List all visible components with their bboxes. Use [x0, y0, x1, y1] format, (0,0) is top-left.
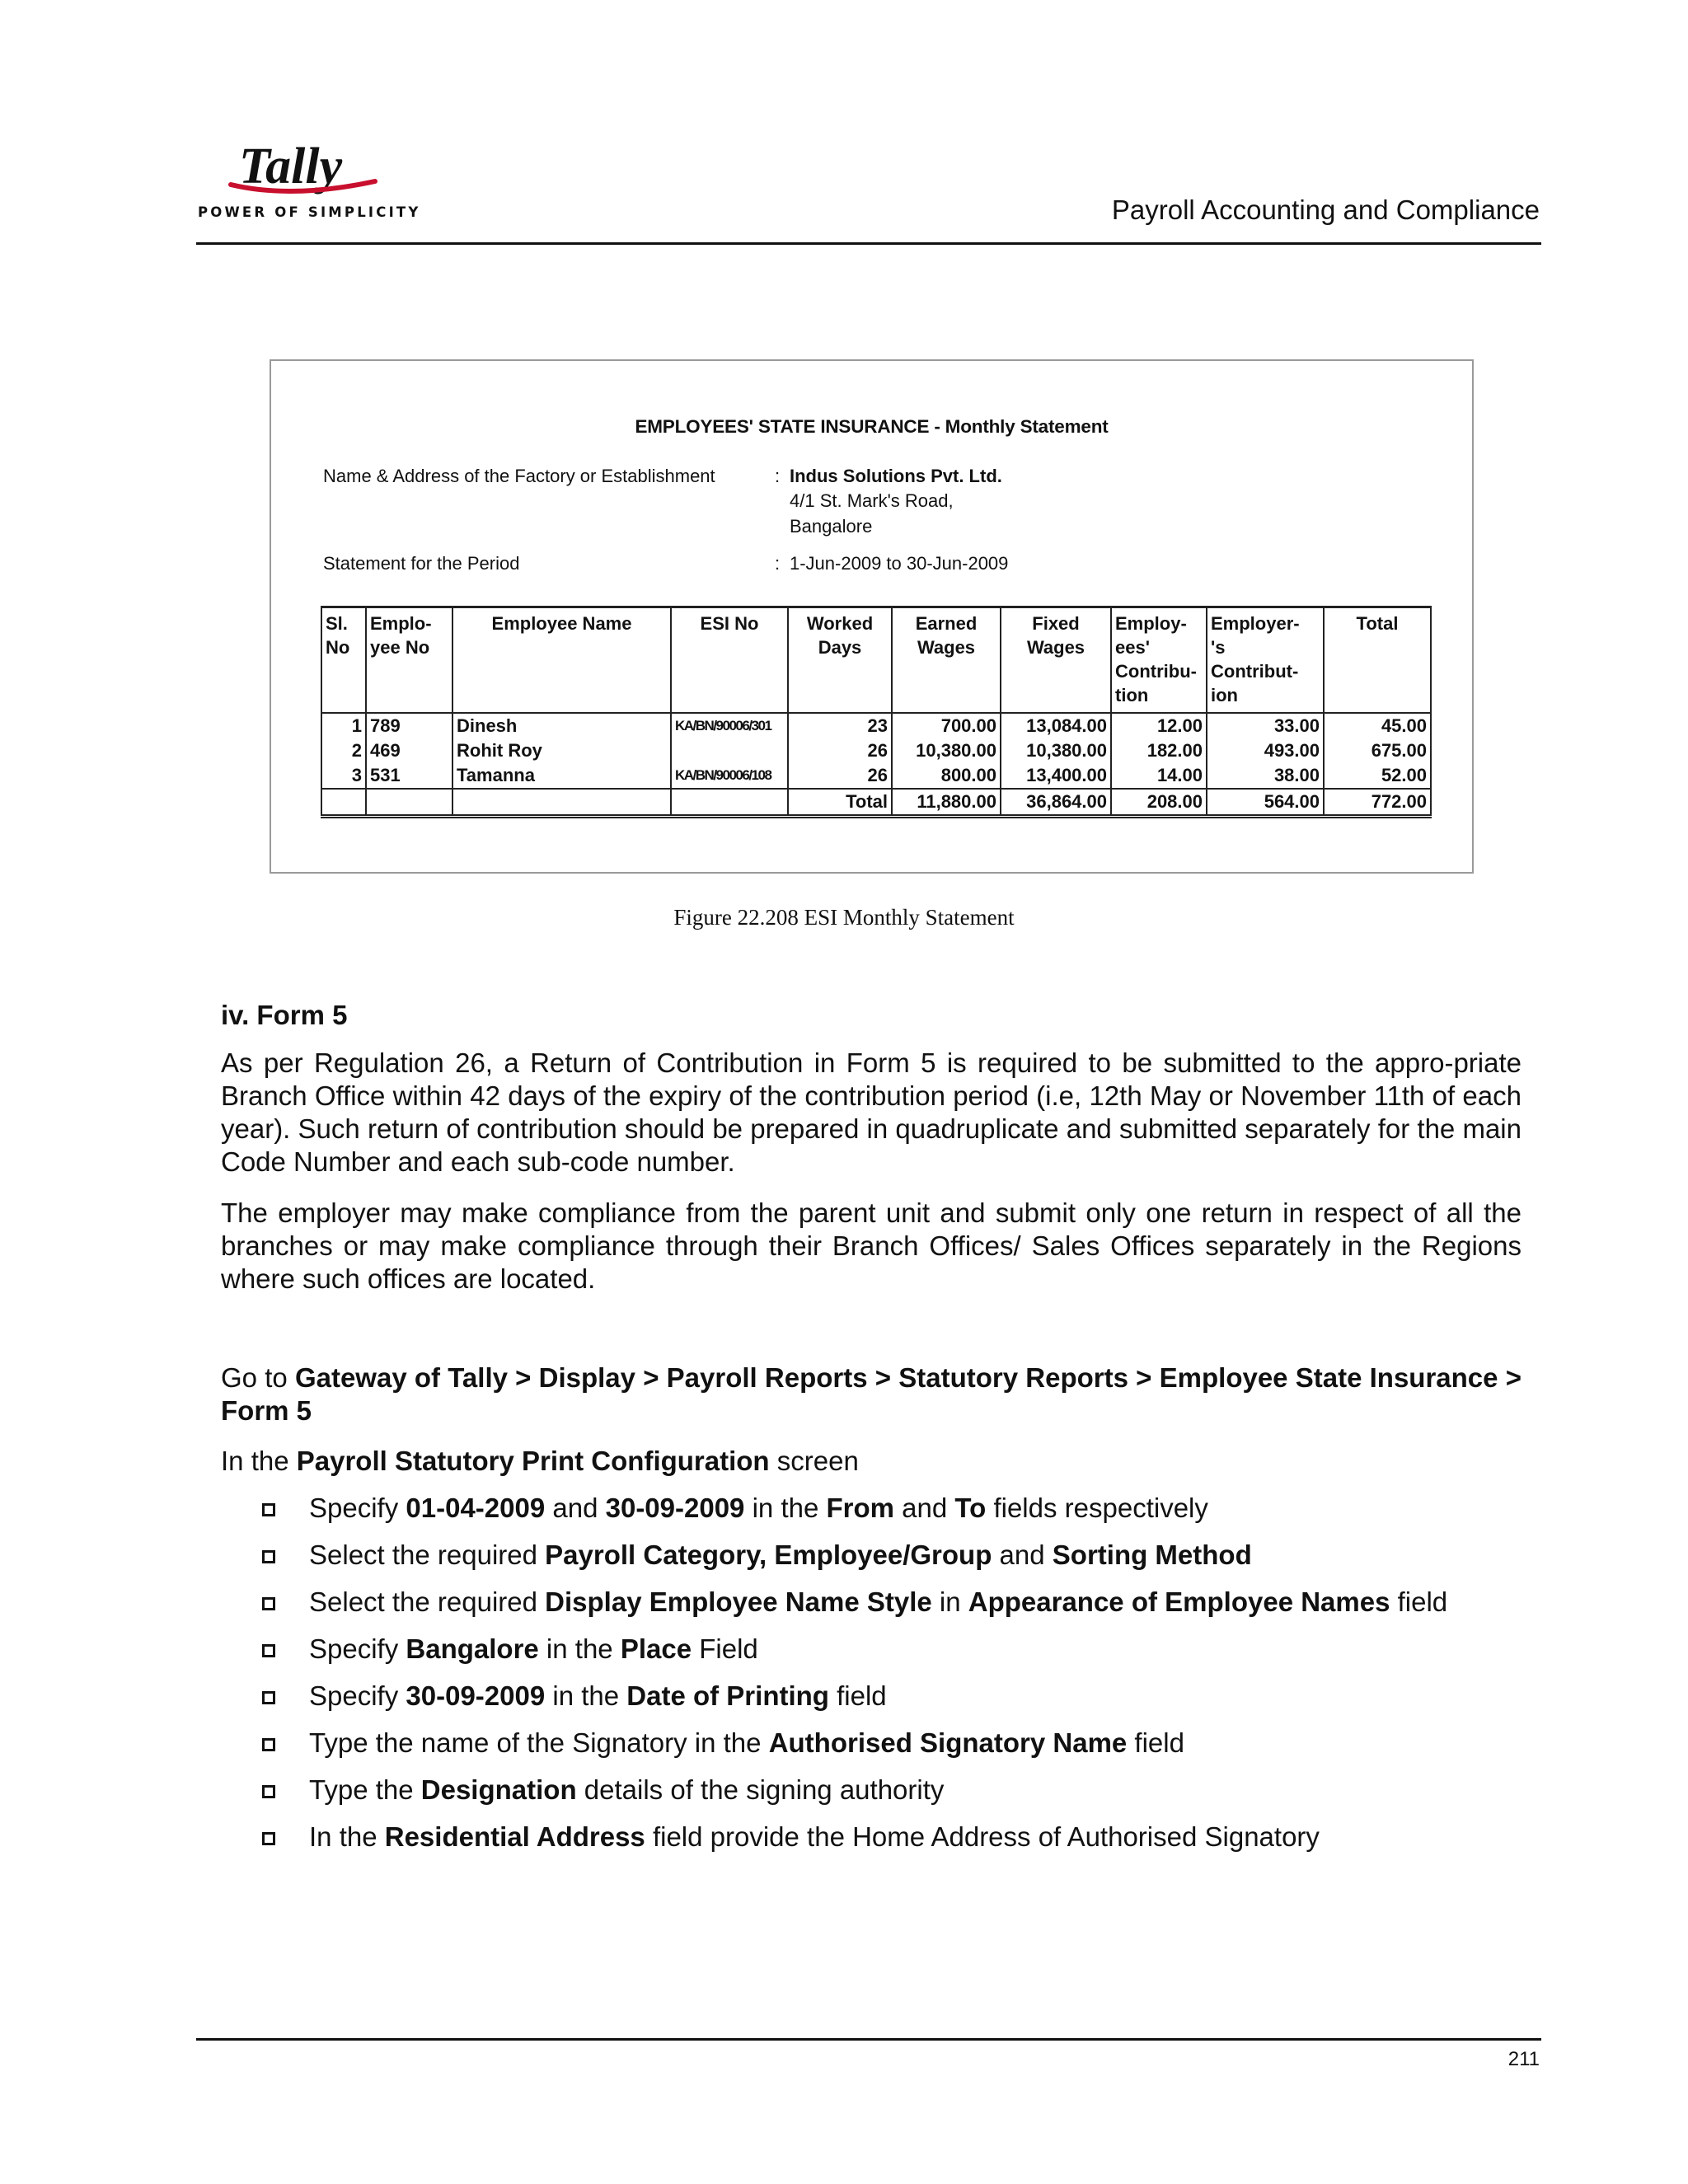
list-item [221, 1727, 1522, 1760]
step-emphasis: Authorised Signatory Name [768, 1727, 1128, 1758]
table-cell: 12.00 [1111, 713, 1207, 738]
column-header [788, 607, 892, 714]
logo-wordmark: Tally [239, 138, 343, 194]
column-header-line: yee No [370, 637, 430, 658]
total-cell: 36,864.00 [1001, 789, 1111, 817]
period-separator: : [775, 553, 781, 574]
column-header [1111, 607, 1207, 714]
column-header-line: Days [818, 637, 862, 658]
step-emphasis: 30-09-2009 [406, 1680, 546, 1711]
total-cell: 208.00 [1111, 789, 1207, 817]
step-text: field [828, 1680, 887, 1711]
step-emphasis: Place [620, 1633, 692, 1664]
list-item [221, 1821, 1522, 1854]
footer-divider [196, 2038, 1541, 2041]
establishment-address-line2: Bangalore [790, 516, 873, 537]
empty-cell [366, 789, 452, 817]
header-title: Payroll Accounting and Compliance [1111, 194, 1540, 225]
figure-caption: Figure 22.208 ESI Monthly Statement [673, 905, 1015, 930]
square-bullet-icon [262, 1503, 275, 1516]
column-header [1001, 607, 1111, 714]
column-header-line: tion [1115, 685, 1149, 705]
empty-cell [452, 789, 671, 817]
step-emphasis: 01-04-2009 [406, 1493, 546, 1523]
table-cell: 26 [788, 738, 892, 763]
column-header-line: Contribut- [1211, 661, 1299, 682]
screen-intro-prefix: In the [221, 1446, 297, 1476]
column-header-line: Sl. [326, 613, 348, 634]
column-header-line: Earned [915, 613, 978, 634]
table-row [321, 763, 1431, 789]
table-cell: 26 [788, 763, 892, 789]
square-bullet-icon [262, 1644, 275, 1657]
list-item [221, 1492, 1522, 1525]
table-cell: 531 [366, 763, 452, 789]
column-header-line: Wages [917, 637, 976, 658]
table-cell: 789 [366, 713, 452, 738]
column-header-line: ESI No [700, 613, 759, 634]
column-header [366, 607, 452, 714]
step-text: Specify [309, 1680, 406, 1711]
table-cell: 38.00 [1207, 763, 1324, 789]
esi-statement-table [321, 606, 1432, 818]
column-header-line: Worked [806, 613, 874, 634]
table-cell: 2 [321, 738, 366, 763]
step-text: Field [692, 1633, 758, 1664]
step-text: in [931, 1586, 968, 1617]
column-header [892, 607, 1001, 714]
step-emphasis: Sorting Method [1052, 1540, 1252, 1570]
step-emphasis: Display Employee Name Style [545, 1586, 932, 1617]
paragraph-compliance: The employer may make compliance from the parent unit and submit only one return in respect of all the branches or may make compliance through their Branch Offices/ Sales Offices separately in the Regions where such offices are located. [221, 1197, 1522, 1294]
empty-cell [321, 789, 366, 817]
table-cell: Dinesh [452, 713, 671, 738]
table-cell: 14.00 [1111, 763, 1207, 789]
step-text: Select the required [309, 1540, 546, 1570]
table-cell: 3 [321, 763, 366, 789]
table-cell: 800.00 [892, 763, 1001, 789]
column-header-line: Employ- [1115, 613, 1187, 634]
column-header-line: Wages [1026, 637, 1085, 658]
navigation-path-bold: Gateway of Tally > Display > Payroll Reports > Statutory Reports > Employee State Insurance > Form 5 [221, 1362, 1522, 1426]
list-item [221, 1680, 1522, 1713]
table-cell: KA/BN/90006/108 [671, 763, 788, 789]
table-cell: 700.00 [892, 713, 1001, 738]
column-header-line: Fixed [1032, 613, 1080, 634]
step-text: details of the signing authority [576, 1774, 945, 1805]
step-text: Type the [309, 1774, 421, 1805]
square-bullet-icon [262, 1832, 275, 1845]
step-text: in the [538, 1633, 621, 1664]
column-header-line: 's [1211, 637, 1226, 658]
step-text: and [992, 1540, 1053, 1570]
step-text: field provide the Home Address of Authorised Signatory [645, 1821, 1320, 1852]
square-bullet-icon [262, 1550, 275, 1563]
step-text: fields respectively [986, 1493, 1208, 1523]
column-header-line: Employee Name [491, 613, 632, 634]
column-header-line: Total [1356, 613, 1399, 634]
table-row [321, 713, 1431, 738]
column-header-line: Employer- [1211, 613, 1300, 634]
column-header-line: No [326, 637, 350, 658]
column-header-line: Emplo- [370, 613, 432, 634]
period-value: 1-Jun-2009 to 30-Jun-2009 [790, 553, 1009, 574]
step-text: and [545, 1493, 606, 1523]
step-emphasis: Payroll Category, Employee/Group [545, 1540, 992, 1570]
table-cell: 33.00 [1207, 713, 1324, 738]
column-header [452, 607, 671, 714]
column-header [1207, 607, 1324, 714]
step-text: Specify [309, 1493, 406, 1523]
list-item [221, 1586, 1522, 1619]
period-label: Statement for the Period [323, 553, 520, 574]
section-heading: iv. Form 5 [221, 1000, 348, 1030]
establishment-separator: : [775, 466, 781, 486]
total-label: Total [788, 789, 892, 817]
step-text: field [1390, 1586, 1448, 1617]
table-cell: KA/BN/90006/301 [671, 713, 788, 738]
steps-list [221, 1492, 1522, 1868]
step-emphasis: 30-09-2009 [605, 1493, 745, 1523]
navigation-path [221, 1361, 1522, 1427]
header-divider [196, 242, 1541, 245]
tally-logo-icon [198, 134, 396, 199]
step-emphasis: Date of Printing [626, 1680, 829, 1711]
list-item [221, 1633, 1522, 1666]
total-cell: 564.00 [1207, 789, 1324, 817]
step-text: and [894, 1493, 955, 1523]
step-text: in the [744, 1493, 827, 1523]
column-header-line: ion [1211, 685, 1238, 705]
step-emphasis: Designation [420, 1774, 577, 1805]
table-cell: 23 [788, 713, 892, 738]
step-text: Type the name of the Signatory in the [309, 1727, 769, 1758]
square-bullet-icon [262, 1785, 275, 1798]
table-cell: 1 [321, 713, 366, 738]
table-cell: 469 [366, 738, 452, 763]
screen-intro [221, 1445, 1522, 1478]
screen-name: Payroll Statutory Print Configuration [296, 1446, 770, 1476]
table-row [321, 738, 1431, 763]
column-header [1324, 607, 1431, 714]
table-cell: 493.00 [1207, 738, 1324, 763]
paragraph-regulation: As per Regulation 26, a Return of Contribution in Form 5 is required to be submitted to the appro-priate Branch Office within 42 days of the expiry of the contribution period (i.e, 12th May or November 11th of each year). Such return of contribution should be prepared in quadruplicate and submitted separately for the main Code Number and each sub-code number. [221, 1047, 1522, 1177]
list-item [221, 1539, 1522, 1572]
step-text: in the [545, 1680, 627, 1711]
table-cell: 675.00 [1324, 738, 1431, 763]
navigation-prefix: Go to [221, 1362, 295, 1393]
step-text: Select the required [309, 1586, 546, 1617]
empty-cell [671, 789, 788, 817]
table-cell [671, 738, 788, 763]
step-emphasis: To [954, 1493, 987, 1523]
table-cell: Tamanna [452, 763, 671, 789]
step-emphasis: Bangalore [406, 1633, 539, 1664]
step-text: field [1127, 1727, 1184, 1758]
table-cell: Rohit Roy [452, 738, 671, 763]
column-header-line: ees' [1115, 637, 1150, 658]
page-number: 211 [1507, 2048, 1540, 2070]
square-bullet-icon [262, 1738, 275, 1751]
establishment-address-line1: 4/1 St. Mark's Road, [790, 490, 954, 511]
total-cell: 772.00 [1324, 789, 1431, 817]
square-bullet-icon [262, 1597, 275, 1610]
square-bullet-icon [262, 1691, 275, 1704]
step-emphasis: Residential Address [384, 1821, 645, 1852]
column-header [671, 607, 788, 714]
report-title: EMPLOYEES' STATE INSURANCE - Monthly Statement [635, 416, 1109, 437]
list-item [221, 1774, 1522, 1807]
tally-logo [198, 134, 421, 224]
step-text: In the [309, 1821, 385, 1852]
establishment-name: Indus Solutions Pvt. Ltd. [790, 466, 1002, 486]
logo-tagline: POWER OF SIMPLICITY [198, 204, 421, 220]
column-header [321, 607, 366, 714]
total-row [321, 789, 1431, 817]
table-cell: 13,400.00 [1001, 763, 1111, 789]
screen-intro-suffix: screen [769, 1446, 859, 1476]
table-cell: 52.00 [1324, 763, 1431, 789]
table-cell: 45.00 [1324, 713, 1431, 738]
table-cell: 10,380.00 [1001, 738, 1111, 763]
total-cell: 11,880.00 [892, 789, 1001, 817]
step-text: Specify [309, 1633, 406, 1664]
table-cell: 182.00 [1111, 738, 1207, 763]
step-emphasis: Appearance of Employee Names [968, 1586, 1390, 1617]
table-cell: 13,084.00 [1001, 713, 1111, 738]
step-emphasis: From [826, 1493, 894, 1523]
table-cell: 10,380.00 [892, 738, 1001, 763]
column-header-line: Contribu- [1115, 661, 1197, 682]
table-header-row [321, 607, 1431, 714]
establishment-label: Name & Address of the Factory or Establishment [323, 466, 715, 486]
